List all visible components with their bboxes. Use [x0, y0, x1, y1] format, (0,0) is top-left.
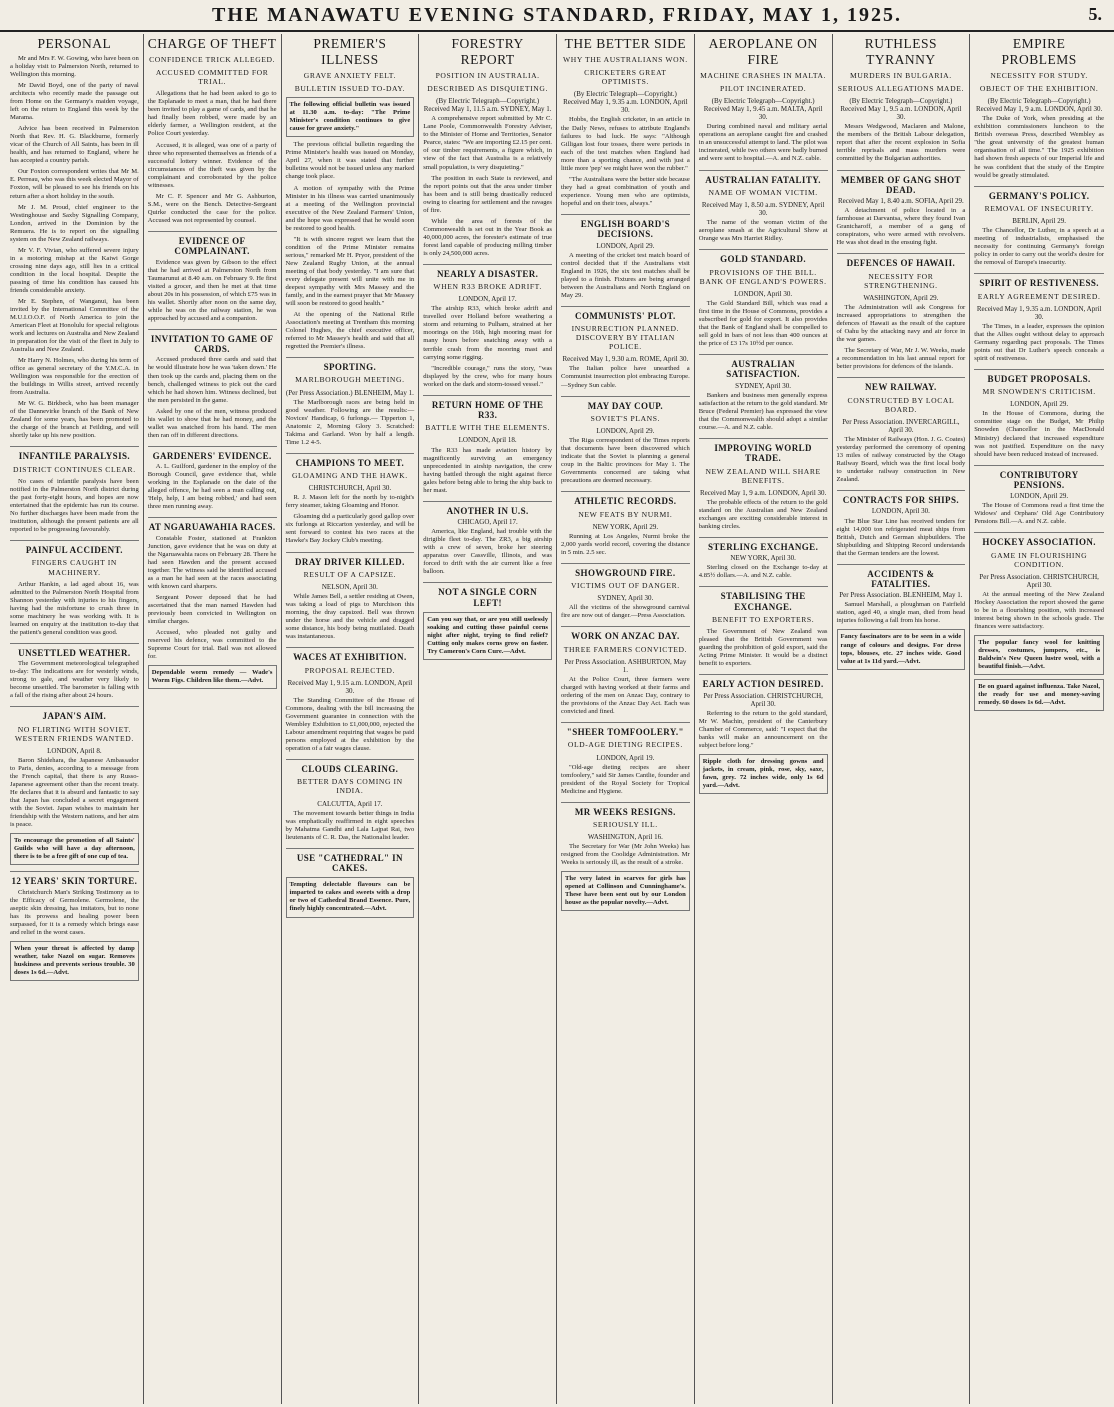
article-paragraph: Christchurch Man's Striking Testimony as to the Efficacy of Germolene. Germolene, the aseptic skin dressing, has imitators, but to none has its prowess and healing power been surpassed, for it is a remedy which brings ease and relief in the worst cases.: [10, 888, 139, 936]
dateline: Received May 1, 9.30 a.m. ROME, April 30.: [562, 355, 689, 364]
subheading: FINGERS CAUGHT IN MACHINERY.: [31, 558, 117, 577]
subheading: VICTIMS OUT OF DANGER.: [570, 581, 680, 591]
article-paragraph: Advice has been received in Palmerston North that Rev. H. G. Blackburne, formerly vicar of the Church of All Saints, has been in ill health, and has returned to England, where he has accepted a country parish.: [10, 125, 139, 165]
column-4: [419, 34, 557, 1404]
article-paragraph: A comprehensive report submitted by Mr C. Lane Poole, Commonwealth Forestry Adviser, to the Minister of Home and Territories, Senator Pearce, states: "We are importing £2.15 per cent. of our timber requirements, a figure which, in view of the fact that Australia is a relatively small population, is very disquieting.": [423, 115, 552, 171]
dateline: NEW YORK, April 29.: [592, 522, 659, 531]
subheading: NECESSITY FOR STRENGTHENING.: [864, 271, 938, 290]
article-paragraph: Constable Foster, stationed at Frankton Junction, gave evidence that he was on duty at the Ngaruawahia races on February 28. There he had seen Hawden and the present accused together. The witness said he identified accused as a man he had seen at the races associating with known card sharpers.: [147, 534, 277, 590]
article-paragraph: Mr J. M. Proud, chief engineer to the Westinghouse and Saxby Signalling Company, London, arrived in the Dominion by the Remuera. He is to report on the signalling system on the New Zealand railways.: [10, 203, 139, 243]
dateline: (By Electric Telegraph—Copyright.) Received May 1, 9 a.m. LONDON, April 30.: [975, 97, 1103, 114]
section-heading: BUDGET PROPOSALS.: [974, 369, 1104, 384]
article-paragraph: The Italian police have unearthed a Communist insurrection plot embracing Europe.—Sydney Sun cable.: [561, 365, 690, 389]
section-heading: AUSTRALIAN FATALITY.: [699, 170, 828, 185]
dateline: (By Electric Telegraph—Copyright.) Received May 1, 9.35 a.m. LONDON, April 30.: [563, 90, 688, 115]
article-paragraph: The Blue Star Line has received tenders for eight 14,000 ton refrigerated meat ships from British, Dutch and German shipbuilders. The Shipbuilding and Shipping Record understands that the German tenders are the lowest.: [836, 517, 966, 557]
dateline: Received May 1, 8.40 a.m. SOFIA, April 29.: [837, 197, 964, 206]
subheading: NEW FEATS BY NURMI.: [578, 509, 673, 519]
article-paragraph: Accused, who pleaded not guilty and reserved his defence, was committed to the Supreme Court for trial. Bail was not allowed for.: [147, 628, 277, 661]
article-paragraph: At the opening of the National Rifle Association's meeting at Trentham this morning Colonel Hughes, the chief executive officer, referred to Mr Massey's health and said that all regretted the Premier's illness.: [285, 310, 415, 351]
dateline: LONDON, April 17.: [458, 295, 517, 304]
article-paragraph: A motion of sympathy with the Prime Minister in his illness was carried unanimously at a meeting of the Wellington provincial executive of the New Zealand Farmers' Union, and the hope was expressed that he would soon be restored to good health.: [285, 184, 415, 232]
article-paragraph: "It is with sincere regret we learn that the condition of the Prime Minister remains serious," remarked Mr H. Pryor, president of the New Zealand Rugby Union, at the annual meeting of that body yesterday. "I am sure that every delegate present will unite with me in deepest sympathy with Mrs Massey and the family, and in the earnest prayer that Mr Massey will soon be restored to good health.": [285, 235, 415, 307]
section-heading: SHOWGROUND FIRE.: [561, 563, 690, 578]
section-heading: CLOUDS CLEARING.: [286, 759, 415, 774]
section-heading: GOLD STANDARD.: [699, 249, 828, 264]
subheading: DESCRIBED AS DISQUIETING.: [427, 84, 548, 94]
section-heading: STERLING EXCHANGE.: [699, 537, 828, 552]
section-heading: ENGLISH BOARD'S DECISIONS.: [561, 214, 690, 240]
dateline: LONDON, April 19.: [596, 753, 655, 762]
subheading: INSURRECTION PLANNED. DISCOVERY BY ITALIAN POLICE.: [571, 324, 680, 352]
section-heading: RETURN HOME OF THE R33.: [423, 395, 552, 421]
dateline: (By Electric Telegraph—Copyright.) Received May 1, 9.5 a.m. LONDON, April 30.: [840, 97, 962, 122]
article-paragraph: The Chancellor, Dr Luther, in a speech at a meeting of industrialists, emphasised the necessity for continuing Germany's foreign policy in order to carry out the world's desire for the removal of Europe's insecurity.: [974, 227, 1104, 267]
subheading: MACHINE CRASHES IN MALTA.: [700, 71, 827, 80]
section-heading: DRAY DRIVER KILLED.: [286, 552, 415, 567]
column-8: [970, 34, 1108, 1404]
subheading: CONSTRUCTED BY LOCAL BOARD.: [847, 395, 955, 414]
dateline: (By Electric Telegraph—Copyright.) Received May 1, 11.5 a.m. SYDNEY, May 1.: [423, 97, 552, 114]
article-paragraph: Mr David Boyd, one of the party of naval architects who recently made the passage out from Home on the Germany's maiden voyage, left on the return to England this week by the Marama.: [10, 82, 139, 122]
article-paragraph: The Riga correspondent of the Times reports that documents have been discovered which indicate that the Soviet is planning a general coup in the Baltic provinces for May 1. The Governments concerned are taking what precautions are deemed necessary.: [561, 437, 690, 485]
article-paragraph: In the House of Commons, during the committee stage on the Budget, Mr Philip Snowden (Chancellor in the MacDonald Ministry) declared that increased expenditure was not justified. Expenditure on the navy should have been reduced instead of increased.: [974, 410, 1104, 458]
subheading: OLD-AGE DIETING RECIPES.: [567, 740, 683, 750]
section-heading: IMPROVING WORLD TRADE.: [699, 438, 828, 464]
section-heading: EVIDENCE OF COMPLAINANT.: [148, 231, 277, 257]
column-5: [557, 34, 695, 1404]
advertisement: Dependable worm remedy — Wade's Worm Figs. Children like them.—Advt.: [148, 665, 277, 689]
section-heading: CHAMPIONS TO MEET.: [286, 453, 415, 468]
article-paragraph: Accused produced three cards and said that he would illustrate how he was 'taken down.' He then took up the cards and, placing them on the bench, challenged witness to pick out the card which he had shown him. Witness declined, but the men persisted in the game.: [147, 356, 277, 404]
section-heading: SPORTING.: [286, 357, 415, 372]
article-paragraph: Evidence was given by Gibson to the effect that he had arrived at Palmerston North from Taumarunui at 8.40 a.m. on February 9. He first visited a grocer, and then he met at that time about 20s in his possession, of which £75 was in his wallet. Shortly after noon on the same day, while he was on the railway station, he was approached by accused and a companion.: [147, 258, 277, 322]
dateline: WASHINGTON, April 29.: [863, 293, 939, 302]
article-paragraph: R. J. Mason left for the north by to-night's ferry steamer, taking Gloaming and Honor.: [285, 494, 415, 510]
article-paragraph: Mr V. F. Vivian, who suffered severe injury in a motoring mishap at the Kaiwi Gorge crossing nine days ago, still lies in a critical condition in the local hospital. Despite the passing of time his condition has caused his friends considerable anxiety.: [10, 246, 139, 294]
section-heading: PAINFUL ACCIDENT.: [10, 540, 139, 555]
dateline: LONDON, April 30.: [734, 289, 793, 298]
page-number: 5.: [1088, 4, 1102, 24]
section-heading: ATHLETIC RECORDS.: [561, 491, 690, 506]
subheading: CONFIDENCE TRICK ALLEGED.: [149, 55, 276, 64]
article-paragraph: The name of the woman victim of the aeroplane smash at the Agricultural Show at Orange was Mrs Harriet Ridley.: [698, 219, 828, 243]
article-paragraph: Mr Harry N. Holmes, who during his term of office as general secretary of the Y.M.C.A. in Wellington was responsible for the erection of the buildings in Willis street, arrived recently from Australia.: [10, 357, 139, 397]
article-paragraph: The Administration will ask Congress for increased appropriations to strengthen the defences of Hawaii as the result of the capture of Oahu by the attacking navy and air force in the war games.: [836, 304, 966, 344]
dateline: Per Press Association. ASHBURTON, May 1.: [564, 657, 687, 674]
dateline: NELSON, April 30.: [321, 582, 378, 591]
dateline: NEW YORK, April 30.: [730, 554, 796, 563]
subheading: PROPOSAL REJECTED.: [304, 665, 395, 675]
article-paragraph: Sterling closed on the Exchange to-day at 4.85½ dollars.—A. and N.Z. cable.: [698, 564, 828, 580]
column-headline: FORESTRY REPORT: [451, 36, 524, 67]
masthead-title: THE MANAWATU EVENING STANDARD, FRIDAY, MAY 1, 1925.: [211, 4, 903, 26]
subheading: EARLY AGREEMENT DESIRED.: [977, 291, 1101, 301]
column-headline: AEROPLANE ON FIRE: [708, 36, 818, 67]
article-paragraph: At the annual meeting of the New Zealand Hockey Association the report showed the game to be in a flourishing position, with increased interest being shown in the schools grade. The finances were satisfactory.: [974, 591, 1104, 631]
article-paragraph: Arthur Hankin, a lad aged about 16, was admitted to the Palmerston North Hospital from Shannon yesterday with injuries to his fingers, having had the misfortune to crush three in some machinery he was working with. It is learned on enquiry at the institution to-day that the patient's general condition was good.: [10, 580, 139, 636]
article-paragraph: Gloaming did a particularly good gallop over six furlongs at Riccarton yesterday, and will be sent forward to contest his two races at the Hawke's Bay Jockey Club's meeting.: [285, 513, 415, 545]
article-paragraph: Allegations that he had been asked to go to the Esplanade to meet a man, that he had there been invited to play a game of cards, and that he had finally been robbed, were made by an elderly farmer, a Wellington resident, at the Police Court yesterday.: [147, 90, 277, 138]
dateline: LONDON, April 29.: [1010, 400, 1069, 409]
article-paragraph: The Government meteorological telegraphed to-day: The indications are for westerly winds, strong to gale, and weather very likely to become unsettled. The barometer is falling with a fall of the rising after about 24 hours.: [10, 660, 139, 700]
article-paragraph: America, like England, had trouble with the dirigible fleet to-day. The ZR3, a big airship with a crew of seven, broke her steering apparatus over Cassville, Illinois, and was forced to drift with the air current like a free balloon.: [423, 528, 552, 576]
column-headline: PREMIER'S ILLNESS: [313, 36, 387, 67]
dateline: (Per Press Association.) BLENHEIM, May 1.: [285, 388, 414, 397]
dateline: LONDON, April 8.: [47, 746, 102, 755]
subheading: PROVISIONS OF THE BILL. BANK OF ENGLAND'S POWERS.: [699, 267, 827, 286]
subheading: BATTLE WITH THE ELEMENTS.: [425, 423, 551, 433]
advertisement: Tempting delectable flavours can be imparted to cakes and sweets with a drop or two of Cathedral Brand Essence. Pure, finely highly concentrated.—Advt.: [286, 877, 415, 917]
article-paragraph: Running at Los Angeles, Nurmi broke the 2,000 yards world record, covering the distance in 5 min. 2.5 sec.: [561, 532, 690, 556]
column-headline: CHARGE OF THEFT: [147, 36, 277, 51]
subheading: SOVIET'S PLANS.: [590, 413, 661, 423]
article-paragraph: Mr E. Stephen, of Wanganui, has been invited by the International Committee of the M.U.I.O.O.F. of North America to join the American Fleet at Honolulu for special religious work and lectures on Australia and New Zealand in preparation for the visit of the fleet in July to Australia and New Zealand.: [10, 297, 139, 354]
article-paragraph: "Incredible courage," runs the story, "was displayed by the crew, who for many hours worked on the dark and storm-tossed vessel.": [423, 364, 552, 388]
dateline: Received May 1, 9 a.m. LONDON, April 30.: [699, 488, 827, 497]
advertisement: Can you say that, or are you still uselessly soaking and cutting those painful corns night after night, trying to find relief? Cutting only makes corns grow on faster. Try Cameron's Corn Cure.—Advt.: [423, 612, 552, 660]
subheading: SERIOUSLY ILL.: [593, 820, 658, 830]
subheading: REMOVAL OF INSECURITY.: [984, 203, 1094, 213]
advertisement: Fancy fascinators are to be seen in a wide range of colours and designs. For dress tops, blouses, etc. 27 inches wide. Good value at 1s 11d yard.—Advt.: [837, 629, 966, 669]
article-paragraph: Mr W. G. Birkbeck, who has been manager of the Dannevirke branch of the Bank of New Zealand for some years, has been promoted to the charge of the branch at Feilding, and will shortly take up his new position.: [10, 400, 139, 440]
dateline: Per Press Association. BLENHEIM, May 1.: [839, 591, 963, 600]
column-2: [144, 34, 282, 1404]
section-heading: ACCIDENTS & FATALITIES.: [837, 564, 966, 590]
dateline: Per Press Association. INVERCARGILL, April 30.: [842, 417, 960, 434]
subheading: WHEN R33 BROKE ADRIFT.: [433, 282, 542, 292]
column-7: [833, 34, 971, 1404]
dateline: WASHINGTON, April 16.: [587, 833, 663, 842]
advertisement: Be on guard against influenza. Take Nazol, the ready for use and money-saving remedy. 60 doses 1s 6d.—Advt.: [974, 679, 1104, 711]
article-paragraph: The Times, in a leader, expresses the opinion that the Allies ought without delay to approach Germany regarding pact proposals. The Times points out that Dr Luther's speech conceals a spirit of restiveness.: [974, 322, 1104, 362]
article-paragraph: Messrs Wedgwood, Maclaren and Malone, the members of the British Labour delegation, report that after the recent explosion in Sofia terrible reprisals and mass murders were committed by the Bulgarian authorities.: [836, 123, 966, 163]
section-heading: NOT A SINGLE CORN LEFT!: [423, 582, 552, 608]
article-paragraph: Asked by one of the men, witness produced his wallet to show that he had money, and the wallet was snatched from his hand. The men then ran off in different directions.: [147, 407, 277, 439]
advertisement: When your throat is affected by damp weather, take Nazol on sugar. Removes huskiness and prevents serious trouble. 30 doses 1s 6d.—Advt.: [10, 941, 139, 981]
section-heading: STABILISING THE EXCHANGE.: [699, 586, 828, 612]
section-heading: NEW RAILWAY.: [837, 377, 966, 392]
subheading: SERIOUS ALLEGATIONS MADE.: [837, 84, 964, 94]
subheading: GAME IN FLOURISHING CONDITION.: [991, 550, 1088, 569]
subheading: DISTRICT CONTINUES CLEAR.: [13, 464, 136, 474]
subheading: NO FLIRTING WITH SOVIET. WESTERN FRIENDS WANTED.: [14, 724, 134, 743]
article-paragraph: The Marlborough races are being held in good weather. Following are the results:— Novices' Handicap, 6 furlongs.— Tipperton 1, Anatomic 2, Morning Glory 3. Scratched: Takima and Garland. Won by half a length. Time 1.2 4-5.: [285, 398, 415, 446]
section-heading: CONTRACTS FOR SHIPS.: [837, 490, 966, 505]
section-heading: MEMBER OF GANG SHOT DEAD.: [837, 170, 966, 196]
section-heading: USE "CATHEDRAL" IN CAKES.: [286, 848, 415, 874]
article-paragraph: The House of Commons read a first time the Widows' and Orphans' Old Age Contributory Pensions Bill.—A. and N.Z. cable.: [974, 502, 1104, 526]
article-paragraph: The position in each State is reviewed, and the report points out that the area under timber has been and is still being drastically reduced owing to clearing for settlement and the ravages of fire.: [423, 174, 552, 214]
dateline: LONDON, April 29.: [596, 241, 655, 250]
column-headline: EMPIRE PROBLEMS: [1001, 36, 1077, 67]
article-paragraph: The Duke of York, when presiding at the exhibition commissioners luncheon to the British overseas Press, described Wembley as "the great university of the greatest human organisation of all time." The 1925 exhibition had shown fresh aspects of our Imperial life and he was confident that the study of the Empire would be greatly stimulated.: [974, 115, 1104, 179]
dateline: SYDNEY, April 30.: [735, 381, 792, 390]
subheading: NEW ZEALAND WILL SHARE BENEFITS.: [705, 466, 821, 485]
section-heading: SPIRIT OF RESTIVENESS.: [974, 273, 1104, 288]
article-paragraph: "Old-age dieting recipes are sheer tomfoolery," said Sir James Cantlie, founder and president of the Royal Society for Tropical Medicine and Hygiene.: [561, 763, 690, 795]
columns-container: [6, 34, 1108, 1404]
subheading: BENEFIT TO EXPORTERS.: [712, 615, 815, 625]
article-paragraph: During combined naval and military aerial operations an aeroplane caught fire and crashed in an unsuccessful attempt to land. The pilot was incinerated, while two others were badly burned and were sent to hospital.—A. and N.Z. cable.: [698, 123, 828, 163]
article-paragraph: Referring to the return to the gold standard, Mr W. Machin, president of the Canterbury Chamber of Commerce, said: "I expect that the banks will make an announcement on the subject before long.": [698, 709, 828, 749]
article-paragraph: Hobbs, the English cricketer, in an article in the Daily News, refuses to attribute England's failures to bad luck. He says: "Although Gilligan lost four tosses, there were periods in each of the test matches when England had more than a sporting chance, and with just a little more 'pep' we might have won the rubber.": [561, 116, 690, 172]
subheading: MR SNOWDEN'S CRITICISM.: [982, 387, 1096, 397]
article-paragraph: The Government of New Zealand was pleased that the British Government was guarding the prohibition of gold export, said the Acting Prime Minister. It would be a distinct benefit to exporters.: [698, 628, 828, 668]
section-heading: AUSTRALIAN SATISFACTION.: [699, 354, 828, 380]
subheading: POSITION IN AUSTRALIA.: [435, 71, 540, 80]
section-heading: COMMUNISTS' PLOT.: [561, 306, 690, 321]
article-paragraph: Sergeant Power deposed that he had ascertained that the man named Hawden had previously been convicted in Wellington on similar charges.: [147, 593, 277, 625]
subheading: NECESSITY FOR STUDY.: [990, 71, 1088, 80]
section-heading: 12 YEARS' SKIN TORTURE.: [10, 871, 139, 886]
article-paragraph: The airship R33, which broke adrift and travelled over Holland before weathering a storm and returning to Pulham, strained at her moorings on the 16th, high mooring mast for many hours before snatching away with a terrible crash from the mooring mast and carrying some rigging.: [423, 305, 552, 361]
subheading: RESULT OF A CAPSIZE.: [303, 569, 397, 579]
article-paragraph: Our Foxton correspondent writes that Mr M. E. Perreau, who was this week elected Mayor of Foxton, will be pleased to see his friends on his return after a short holiday in the south.: [10, 168, 139, 200]
subheading: BETTER DAYS COMING IN INDIA.: [296, 777, 403, 796]
dateline: BERLIN, April 29.: [1012, 217, 1066, 226]
article-paragraph: The Secretary for War (Mr John Weeks) has resigned from the Coolidge Administration. Mr Weeks is seriously ill, as the result of a stroke.: [561, 843, 690, 867]
section-heading: WORK ON ANZAC DAY.: [561, 626, 690, 641]
dateline: CHICAGO, April 17.: [457, 518, 518, 527]
section-heading: WACES AT EXHIBITION.: [286, 647, 415, 662]
section-heading: HOCKEY ASSOCIATION.: [974, 532, 1104, 547]
subheading: ACCUSED COMMITTED FOR TRIAL.: [155, 68, 269, 87]
section-heading: UNSETTLED WEATHER.: [10, 643, 139, 658]
dateline: Received May 1, 9.35 a.m. LONDON, April 30.: [976, 304, 1102, 321]
article-paragraph: Accused, it is alleged, was one of a party of three who represented themselves as friends of a successful lottery winner. Evidence of the circumstances of the theft was given by the complainant and corroborated by the police witnesses.: [147, 141, 277, 189]
section-heading: GARDENERS' EVIDENCE.: [148, 446, 277, 461]
article-paragraph: No cases of infantile paralysis have been notified in the Palmerston North district during the past forty-eight hours, and hopes are now entertained that the epidemic has run its course. No further discharges have been made from the institution, although the present patients are all reported to be progressing favourably.: [10, 477, 139, 534]
subheading: MURDERS IN BULGARIA.: [850, 71, 952, 80]
section-heading: DEFENCES OF HAWAII.: [837, 253, 966, 268]
subheading: PILOT INCINERATED.: [720, 84, 807, 94]
column-3: [282, 34, 420, 1404]
section-heading: ANOTHER IN U.S.: [423, 501, 552, 516]
article-paragraph: The probable effects of the return to the gold standard on the Australian and New Zealand exchanges are exciting considerable interest in banking circles.: [698, 498, 828, 530]
section-heading: JAPAN'S AIM.: [10, 706, 139, 721]
article-paragraph: Samuel Marshall, a ploughman on Fairfield station, aged 40, a single man, died from head injuries following a fall from his horse.: [836, 601, 966, 625]
advertisement: The following official bulletin was issued at 11.30 a.m. to-day: "The Prime Minister's condition continues to give cause for grave anxiety.": [286, 97, 415, 137]
article-paragraph: The Secretary of War, Mr J. W. Weeks, made a recommendation in his last annual report for better provisions for defences of the islands.: [836, 347, 966, 371]
dateline: Received May 1, 8.50 a.m. SYDNEY, April 30.: [701, 200, 825, 218]
column-headline: THE BETTER SIDE: [564, 36, 687, 51]
article-paragraph: A. L. Guilford, gardener in the employ of the Borough Council, gave evidence that, while working in the Esplanade on the date of the alleged offence, he had seen a man calling out, 'Help, help, I am being robbed,' and had seen three men running away.: [147, 463, 277, 511]
dateline: LONDON, April 18.: [458, 436, 517, 445]
dateline: LONDON, April 30.: [871, 507, 930, 516]
article-paragraph: The previous official bulletin regarding the Prime Minister's health was issued on Monday, April 27, when it was stated that further bulletins would not be issued unless any marked change took place.: [285, 141, 415, 181]
dateline: Per Press Association. CHRISTCHURCH, April 30.: [979, 573, 1099, 590]
dateline: CALCUTTA, April 17.: [317, 799, 383, 808]
article-paragraph: The Minister of Railways (Hon. J. G. Coates) yesterday performed the ceremony of opening 13 miles of railway constructed by the Otago Railway Board, which was the first local body to undertake railway construction in New Zealand.: [836, 435, 966, 484]
subheading: THREE FARMERS CONVICTED.: [563, 644, 688, 654]
dateline: Per Press Association. CHRISTCHURCH, April 30.: [703, 691, 823, 708]
section-heading: GERMANY'S POLICY.: [974, 186, 1104, 201]
column-headline: RUTHLESS TYRANNY: [864, 36, 937, 67]
section-heading: EARLY ACTION DESIRED.: [699, 674, 828, 689]
article-paragraph: At the Police Court, three farmers were charged with having worked at their farms and ordering of the men on Anzac Day, contrary to the provisions of the Anzac Day Act. Each was convicted and fined.: [561, 675, 690, 716]
section-heading: AT NGARUAWAHIA RACES.: [148, 517, 277, 532]
dateline: CHRISTCHURCH, April 30.: [308, 484, 392, 493]
subheading: NAME OF WOMAN VICTIM.: [708, 187, 818, 197]
column-6: [695, 34, 833, 1404]
dateline: SYDNEY, April 30.: [597, 594, 654, 603]
subheading: MARLBOROUGH MEETING.: [295, 375, 405, 385]
subheading: CRICKETERS GREAT OPTIMISTS.: [584, 68, 667, 87]
section-heading: INFANTILE PARALYSIS.: [10, 446, 139, 461]
column-1: [6, 34, 144, 1404]
article-paragraph: Mr C. F. Spencer and Mr G. Ashburton, S.M., were on the Bench. Detective-Sergeant Quirke conducted the case for the police. Accused was not represented by counsel.: [147, 192, 277, 224]
section-heading: "SHEER TOMFOOLERY.": [561, 722, 690, 737]
masthead: [0, 0, 1114, 32]
article-paragraph: The Gold Standard Bill, which was read a first time in the House of Commons, provides a subscribed for gold for export. It also provides that the Bank of England shall be compelled to sell gold in bars of not less than 400 ounces at the price of £3 17s 10½d per ounce.: [698, 299, 828, 347]
article-paragraph: All the victims of the showground carnival fire are now out of danger.—Press Association.: [561, 604, 690, 620]
article-paragraph: The Standing Committee of the House of Commons, dealing with the bill increasing the Government guarantee in connection with the Wembley Exhibition to £1,000,000, rejected the Labour amendment requiring that wages be paid persons employed at the exhibition by the operation of a fair wages clause.: [285, 696, 415, 752]
subheading: GRAVE ANXIETY FELT.: [303, 71, 396, 80]
article-paragraph: "The Australians were the better side because they had a great combination of youth and experience. Young men who are optimists, hopeful and on their toes, always.": [561, 175, 690, 207]
article-paragraph: The R33 has made aviation history by magnificently surviving an emergency unprecedented in airship navigation, the crew having battled through the night against fierce gales before being able to bring the ship back to her mast.: [423, 446, 552, 494]
section-heading: NEARLY A DISASTER.: [423, 264, 552, 279]
dateline: Received May 1, 9.15 a.m. LONDON, April 30.: [287, 678, 413, 695]
section-heading: INVITATION TO GAME OF CARDS.: [148, 329, 277, 355]
advertisement: The popular fancy wool for knitting dresses, costumes, jumpers, etc., is Baldwin's New Queen lustre wool, with a beautiful finish.—Advt.: [974, 635, 1104, 675]
subheading: GLOAMING AND THE HAWK.: [291, 471, 408, 481]
advertisement: Ripple cloth for dressing gowns and jackets, in cream, pink, rose, sky, saxe, fawn, grey. 72 inches wide, only 1s 6d yard.—Advt.: [699, 754, 828, 794]
article-paragraph: The movement towards better things in India was emphatically reaffirmed in eight speeches by Mahatma Gandhi and Lala Lajpat Rai, two lieutenants of C. R. Das, the Nationalist leader.: [285, 809, 415, 841]
subheading: BULLETIN ISSUED TO-DAY.: [294, 84, 406, 94]
subheading: OBJECT OF THE EXHIBITION.: [979, 84, 1099, 94]
section-heading: MAY DAY COUP.: [561, 396, 690, 411]
article-paragraph: Mr and Mrs F. W. Gowing, who have been on a holiday visit to Palmerston North, returned to Wellington this morning.: [10, 55, 139, 79]
article-paragraph: While the area of forests of the Commonwealth is set out in the Year Book as 40,000,000 acres, the forester's estimate of true forest land capable of producing milling timber is only 24,500,000 acres.: [423, 217, 552, 257]
article-paragraph: While James Bell, a settler residing at Owen, was taking a load of pigs to Murchison this morning, the dray capsized. Bell was thrown under the horse and the vehicle and dragged some distance, his body being mutilated. Death was instantaneous.: [285, 593, 415, 641]
dateline: LONDON, April 29.: [596, 427, 655, 435]
article-paragraph: Bankers and business men generally express satisfaction at the return to the gold standard. Mr Bruce (Federal Premier) has expressed the view that the Commonwealth should adopt a similar course.—A. and N.Z. cable.: [698, 391, 828, 431]
subheading: WHY THE AUSTRALIANS WON.: [562, 55, 688, 64]
dateline: (By Electric Telegraph—Copyright.) Received May 1, 9.45 a.m. MALTA, April 30.: [703, 97, 823, 122]
article-paragraph: A detachment of police located in a farmhouse at Darvantsa, where they found Ivan Grantcharoff, a member of a gang of conspirators, who were armed with revolvers. He was shot dead in the ensuing fight.: [836, 207, 966, 247]
section-heading: CONTRIBUTORY PENSIONS.: [974, 465, 1104, 491]
advertisement: To encourage the promotion of all Saints' Guilds who will have a day afternoon, there is to be a free gift of one cup of tea.: [10, 833, 139, 865]
advertisement: The very latest in scarves for girls has opened at Collinson and Cunninghame's. These have been sent out by our London house as the popular novelty.—Advt.: [561, 871, 690, 911]
dateline: LONDON, April 29.: [1010, 492, 1069, 501]
article-paragraph: A meeting of the cricket test match board of control decided that if the Australians visit England in 1926, the six test matches shall be played to a finish. Fixtures are being arranged between the Australians and North England on May 29.: [561, 251, 690, 299]
section-heading: MR WEEKS RESIGNS.: [561, 802, 690, 817]
column-headline: PERSONAL: [37, 36, 112, 51]
article-paragraph: Baron Shidehara, the Japanese Ambassador to Paris, denies, according to a message from the French capital, that there is any Russo-Japanese agreement other than the recent treaty. He declares that it is absurd and fantastic to say that Japan has concluded a secret engagement with the Soviet. Japan wishes to maintain her friendship with the Western nations, and her aim is peace.: [10, 756, 139, 829]
